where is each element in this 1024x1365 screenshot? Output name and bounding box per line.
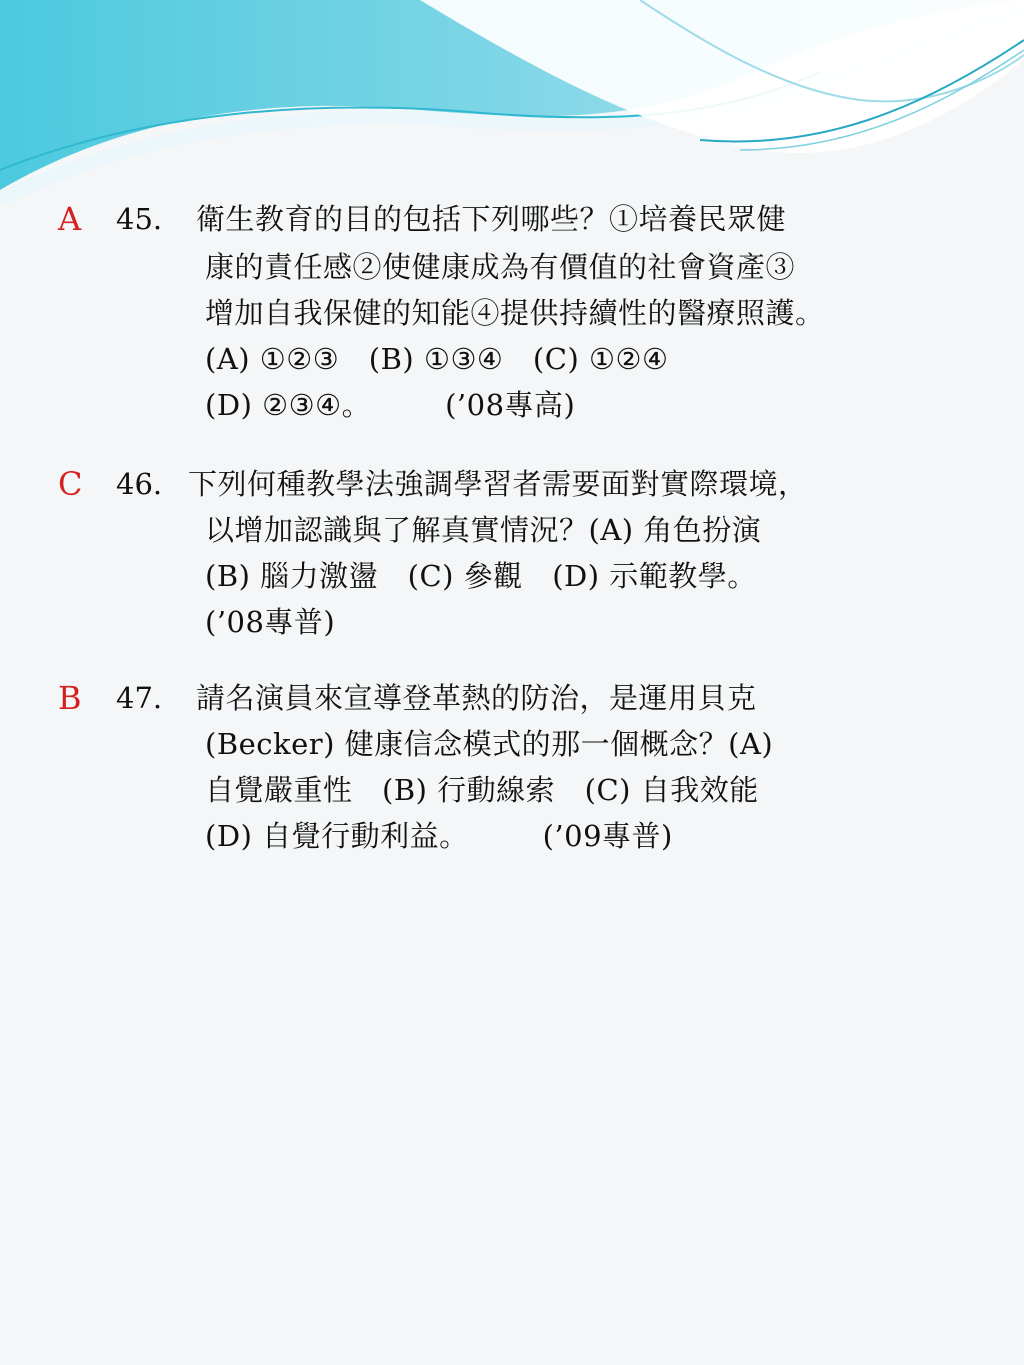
question-number: 45. [116,202,163,236]
header-wave-decoration [0,0,1024,210]
question-text-line: (Becker) 健康信念模式的那一個概念？(A) [205,727,774,761]
option-line: 自覺嚴重性 (B) 行動線索 (C) 自我效能 [205,773,759,807]
option-line: (A) ①②③ (B) ①③④ (C) ①②④ [205,342,669,376]
option-line: (D) ②③④。 (’08專高) [205,388,576,422]
question-text-line: 下列何種教學法強調學習者需要面對實際環境， [188,467,808,501]
option-line: (D) 自覺行動利益。 (’09專普) [205,819,673,853]
question-text-line: 增加自我保健的知能④提供持續性的醫療照護。 [205,296,825,330]
question-text-line: 衛生教育的目的包括下列哪些？①培養民眾健 [196,202,787,236]
question-text-line: 以增加認識與了解真實情況？(A) 角色扮演 [205,513,762,547]
question-number: 47. [116,681,163,715]
source-line: (’08專普) [205,605,336,639]
answer-letter: C [58,465,83,503]
answer-letter: A [58,200,82,238]
question-text-line: 請名演員來宣導登革熱的防治，是運用貝克 [196,681,757,715]
option-line: (B) 腦力激盪 (C) 參觀 (D) 示範教學。 [205,559,757,593]
answer-letter: B [58,679,82,717]
question-number: 46. [116,467,163,501]
question-text-line: 康的責任感②使健康成為有價值的社會資產③ [205,250,796,284]
